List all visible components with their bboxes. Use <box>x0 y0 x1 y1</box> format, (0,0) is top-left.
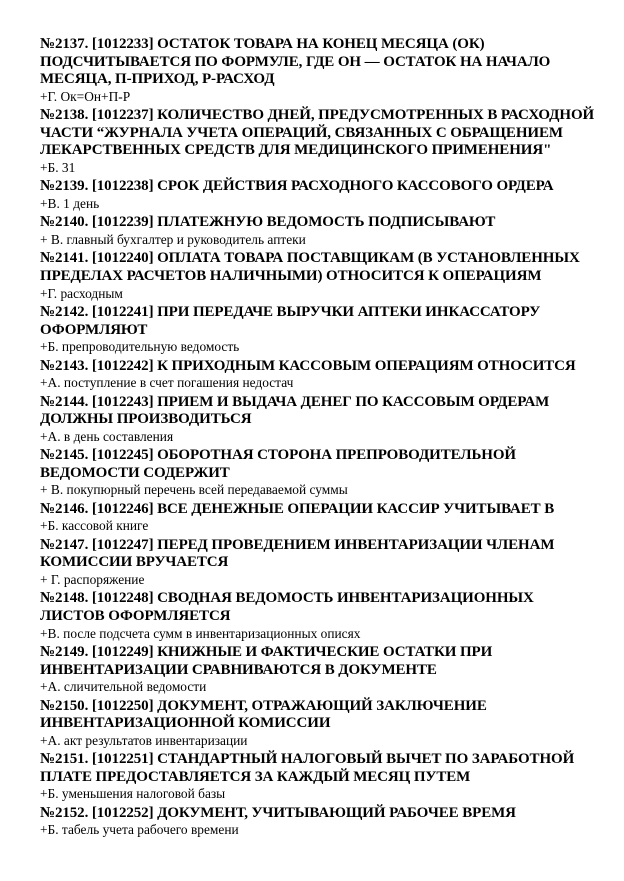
question-answer: +В. после подсчета сумм в инвентаризационных описях <box>40 625 361 641</box>
question-title: №2145. [1012245] ОБОРОТНАЯ СТОРОНА ПРЕПРОВОДИТЕЛЬНОЙ ВЕДОМОСТИ СОДЕРЖИТ <box>40 447 516 481</box>
question-answer: +А. акт результатов инвентаризации <box>40 732 248 748</box>
question-2145 <box>40 447 600 499</box>
question-2139 <box>40 178 600 212</box>
question-2138 <box>40 107 600 176</box>
question-title: №2143. [1012242] К ПРИХОДНЫМ КАССОВЫМ ОПЕРАЦИЯМ ОТНОСИТСЯ <box>40 357 576 374</box>
question-title: №2149. [1012249] КНИЖНЫЕ И ФАКТИЧЕСКИЕ ОСТАТКИ ПРИ ИНВЕНТАРИЗАЦИИ СРАВНИВАЮТСЯ В ДОКУМЕНТЕ <box>40 643 493 678</box>
question-2151 <box>40 751 600 803</box>
question-2143 <box>40 358 600 392</box>
question-title: №2150. [1012250] ДОКУМЕНТ, ОТРАЖАЮЩИЙ ЗАКЛЮЧЕНИЕ ИНВЕНТАРИЗАЦИОННОЙ КОМИССИИ <box>40 697 487 732</box>
question-2142 <box>40 304 600 356</box>
question-title: №2151. [1012251] СТАНДАРТНЫЙ НАЛОГОВЫЙ ВЫЧЕТ ПО ЗАРАБОТНОЙ ПЛАТЕ ПРЕДОСТАВЛЯЕТСЯ ЗА КАЖДЫЙ МЕСЯЦ ПУТЕМ <box>40 751 575 785</box>
question-title: №2137. [1012233] ОСТАТОК ТОВАРА НА КОНЕЦ МЕСЯЦА (ОК) ПОДСЧИТЫВАЕТСЯ ПО ФОРМУЛЕ, ГДЕ ОН — ОСТАТОК НА НАЧАЛО МЕСЯЦА, П-ПРИХОД, Р-РАСХОД <box>40 36 551 88</box>
question-answer: + В. покупюрный перечень всей передаваемой суммы <box>40 482 348 498</box>
question-answer: +А. в день составления <box>40 428 174 444</box>
question-2149 <box>40 644 600 696</box>
question-answer: +Б. кассовой книге <box>40 518 149 534</box>
question-answer: +В. 1 день <box>40 195 100 211</box>
question-answer: +Б. 31 <box>40 159 76 175</box>
question-title: №2144. [1012243] ПРИЕМ И ВЫДАЧА ДЕНЕГ ПО КАССОВЫМ ОРДЕРАМ ДОЛЖНЫ ПРОИЗВОДИТЬСЯ <box>40 393 550 428</box>
question-title: №2138. [1012237] КОЛИЧЕСТВО ДНЕЙ, ПРЕДУСМОТРЕННЫХ В РАСХОДНОЙ ЧАСТИ “ЖУРНАЛА УЧЕТА ОПЕРАЦИЙ, СВЯЗАННЫХ С ОБРАЩЕНИЕМ ЛЕКАРСТВЕННЫХ СРЕДСТВ ДЛЯ МЕДИЦИНСКОГО ПРИМЕНЕНИЯ" <box>40 107 595 159</box>
question-answer: +Б. препроводительную ведомость <box>40 339 240 355</box>
question-2137 <box>40 36 600 105</box>
question-title: №2148. [1012248] СВОДНАЯ ВЕДОМОСТЬ ИНВЕНТАРИЗАЦИОННЫХ ЛИСТОВ ОФОРМЛЯЕТСЯ <box>40 590 534 624</box>
question-2152 <box>40 805 600 839</box>
question-2144 <box>40 394 600 446</box>
question-2148 <box>40 590 600 642</box>
question-title: №2152. [1012252] ДОКУМЕНТ, УЧИТЫВАЮЩИЙ РАБОЧЕЕ ВРЕМЯ <box>40 804 516 821</box>
question-2140 <box>40 214 600 248</box>
question-answer: + В. главный бухгалтер и руководитель аптеки <box>40 231 306 247</box>
question-title: №2142. [1012241] ПРИ ПЕРЕДАЧЕ ВЫРУЧКИ АПТЕКИ ИНКАССАТОРУ ОФОРМЛЯЮТ <box>40 303 541 338</box>
question-answer: +Б. табель учета рабочего времени <box>40 822 239 838</box>
question-answer: +Б. уменьшения налоговой базы <box>40 786 226 802</box>
question-answer: +Г. расходным <box>40 285 123 301</box>
question-title: №2147. [1012247] ПЕРЕД ПРОВЕДЕНИЕМ ИНВЕНТАРИЗАЦИИ ЧЛЕНАМ КОМИССИИ ВРУЧАЕТСЯ <box>40 536 555 571</box>
question-2141 <box>40 250 600 302</box>
question-2150 <box>40 698 600 750</box>
question-answer: +Г. Ок=Он+П-Р <box>40 88 131 104</box>
document-page <box>40 36 600 841</box>
question-answer: + Г. распоряжение <box>40 571 145 587</box>
question-title: №2146. [1012246] ВСЕ ДЕНЕЖНЫЕ ОПЕРАЦИИ КАССИР УЧИТЫВАЕТ В <box>40 500 555 517</box>
question-2146 <box>40 501 600 535</box>
question-title: №2141. [1012240] ОПЛАТА ТОВАРА ПОСТАВЩИКАМ (В УСТАНОВЛЕННЫХ ПРЕДЕЛАХ РАСЧЕТОВ НАЛИЧНЫМИ) ОТНОСИТСЯ К ОПЕРАЦИЯМ <box>40 250 580 284</box>
question-title: №2140. [1012239] ПЛАТЕЖНУЮ ВЕДОМОСТЬ ПОДПИСЫВАЮТ <box>40 214 496 231</box>
question-answer: +А. сличительной ведомости <box>40 679 207 695</box>
question-answer: +А. поступление в счет погашения недостач <box>40 375 294 391</box>
question-title: №2139. [1012238] СРОК ДЕЙСТВИЯ РАСХОДНОГО КАССОВОГО ОРДЕРА <box>40 178 554 195</box>
question-2147 <box>40 537 600 589</box>
